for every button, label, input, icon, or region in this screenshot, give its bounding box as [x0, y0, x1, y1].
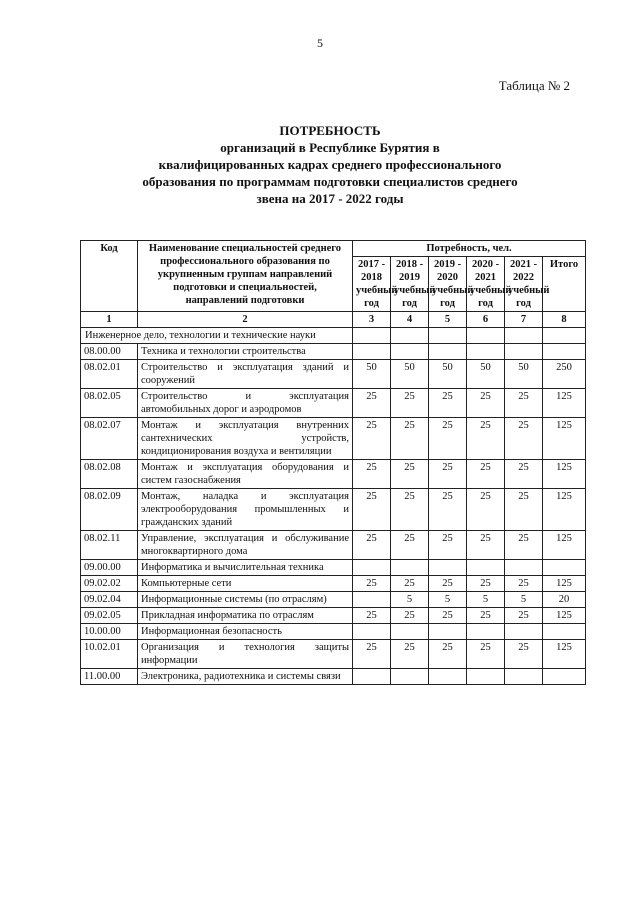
row-name: Управление, эксплуатация и обслуживание многоквартирного дома: [138, 531, 353, 560]
row-value: 25: [353, 640, 391, 669]
row-total: 125: [543, 531, 586, 560]
row-value: 25: [467, 531, 505, 560]
table-row: [81, 489, 586, 531]
row-value: 25: [467, 576, 505, 592]
row-name: Строительство и эксплуатация автомобильных дорог и аэродромов: [138, 389, 353, 418]
table-row: [81, 531, 586, 560]
column-number: 1: [81, 312, 138, 328]
table-cell: [353, 328, 391, 344]
table-row: [81, 592, 586, 608]
row-value: 5: [467, 592, 505, 608]
row-code: 08.00.00: [81, 344, 138, 360]
row-total: [543, 344, 586, 360]
row-value: 25: [429, 418, 467, 460]
row-value: [467, 669, 505, 685]
row-total: 125: [543, 460, 586, 489]
row-value: [505, 669, 543, 685]
row-value: 25: [505, 640, 543, 669]
row-value: 50: [467, 360, 505, 389]
row-value: 25: [467, 608, 505, 624]
row-value: 25: [391, 576, 429, 592]
heading-line: ПОТРЕБНОСТЬ: [279, 123, 381, 138]
row-value: 25: [505, 576, 543, 592]
table-row: [81, 640, 586, 669]
table-row: [81, 418, 586, 460]
row-code: 08.02.11: [81, 531, 138, 560]
row-value: 5: [391, 592, 429, 608]
row-code: 08.02.08: [81, 460, 138, 489]
column-number: 2: [138, 312, 353, 328]
row-value: 25: [353, 389, 391, 418]
row-value: 25: [353, 576, 391, 592]
header-total: Итого: [543, 257, 586, 312]
table-cell: [429, 328, 467, 344]
table-row: [81, 576, 586, 592]
row-value: 25: [467, 489, 505, 531]
row-code: 10.00.00: [81, 624, 138, 640]
table-row: [81, 460, 586, 489]
row-value: 25: [353, 531, 391, 560]
table-row: [81, 360, 586, 389]
row-value: [391, 669, 429, 685]
header-year: 2019 - 2020 учебный год: [429, 257, 467, 312]
row-value: [429, 344, 467, 360]
table-cell: [505, 328, 543, 344]
row-value: 25: [505, 418, 543, 460]
row-code: 09.02.04: [81, 592, 138, 608]
header-year: 2018 - 2019 учебный год: [391, 257, 429, 312]
column-number: 7: [505, 312, 543, 328]
row-value: [467, 344, 505, 360]
row-name: Информационная безопасность: [138, 624, 353, 640]
row-value: 25: [505, 489, 543, 531]
table-row: [81, 344, 586, 360]
row-value: 25: [429, 460, 467, 489]
row-value: [467, 560, 505, 576]
row-value: 25: [353, 418, 391, 460]
row-value: [353, 560, 391, 576]
demand-table: [80, 240, 586, 685]
column-number: 8: [543, 312, 586, 328]
row-value: [467, 624, 505, 640]
heading-line: образования по программам подготовки специалистов среднего: [142, 174, 518, 189]
row-value: [429, 560, 467, 576]
row-name: Монтаж и эксплуатация оборудования и систем газоснабжения: [138, 460, 353, 489]
table-row: [81, 389, 586, 418]
row-value: 25: [467, 640, 505, 669]
row-code: 08.02.07: [81, 418, 138, 460]
row-code: 09.02.05: [81, 608, 138, 624]
table-row: [81, 624, 586, 640]
row-total: 125: [543, 640, 586, 669]
row-name: Монтаж и эксплуатация внутренних сантехнических устройств, кондиционирования воздуха и вентиляции: [138, 418, 353, 460]
row-value: 25: [467, 460, 505, 489]
row-name: Электроника, радиотехника и системы связи: [138, 669, 353, 685]
table-row: [81, 560, 586, 576]
row-name: Техника и технологии строительства: [138, 344, 353, 360]
column-number-row: [81, 312, 586, 328]
heading-line: квалифицированных кадрах среднего профессионального: [158, 157, 502, 172]
row-name: Строительство и эксплуатация зданий и сооружений: [138, 360, 353, 389]
row-value: [429, 624, 467, 640]
page-number: 5: [317, 36, 323, 50]
table-row: [81, 669, 586, 685]
header-need: Потребность, чел.: [353, 241, 586, 257]
row-value: 25: [505, 460, 543, 489]
row-value: 25: [391, 389, 429, 418]
row-value: 25: [391, 418, 429, 460]
row-code: 10.02.01: [81, 640, 138, 669]
row-value: 25: [505, 389, 543, 418]
row-total: [543, 669, 586, 685]
row-value: [391, 560, 429, 576]
header-year: 2020 - 2021 учебный год: [467, 257, 505, 312]
row-code: 08.02.01: [81, 360, 138, 389]
row-value: 50: [353, 360, 391, 389]
row-value: 25: [429, 531, 467, 560]
row-value: [391, 344, 429, 360]
row-name: Организация и технология защиты информации: [138, 640, 353, 669]
row-value: [391, 624, 429, 640]
table-cell: [543, 328, 586, 344]
row-value: 25: [429, 489, 467, 531]
row-total: 125: [543, 389, 586, 418]
row-code: 08.02.09: [81, 489, 138, 531]
section-row: [81, 328, 586, 344]
row-value: [353, 669, 391, 685]
table-label: Таблица № 2: [498, 78, 570, 93]
row-value: 50: [505, 360, 543, 389]
row-total: 125: [543, 489, 586, 531]
row-value: 25: [353, 608, 391, 624]
row-value: 25: [353, 489, 391, 531]
row-value: 50: [391, 360, 429, 389]
row-value: [353, 344, 391, 360]
column-number: 5: [429, 312, 467, 328]
row-total: 125: [543, 608, 586, 624]
table-cell: [467, 328, 505, 344]
row-value: 25: [391, 640, 429, 669]
section-title: Инженерное дело, технологии и технические науки: [81, 328, 353, 344]
row-value: 25: [391, 608, 429, 624]
row-total: 125: [543, 576, 586, 592]
row-value: 5: [505, 592, 543, 608]
column-number: 3: [353, 312, 391, 328]
row-name: Прикладная информатика по отраслям: [138, 608, 353, 624]
column-number: 6: [467, 312, 505, 328]
header-year: 2017 - 2018 учебный год: [353, 257, 391, 312]
row-value: 25: [467, 418, 505, 460]
row-value: [429, 669, 467, 685]
row-value: 25: [429, 389, 467, 418]
row-value: 25: [353, 460, 391, 489]
row-value: 25: [505, 531, 543, 560]
row-value: 25: [505, 608, 543, 624]
row-value: 50: [429, 360, 467, 389]
row-total: 20: [543, 592, 586, 608]
header-name: Наименование специальностей среднего профессионального образования по укрупненным группам направлений подготовки и специальностей, направлений подготовки: [138, 241, 353, 312]
row-value: 25: [429, 576, 467, 592]
row-value: 25: [391, 531, 429, 560]
table-row: [81, 608, 586, 624]
row-value: [505, 560, 543, 576]
row-value: [505, 344, 543, 360]
row-value: 25: [429, 640, 467, 669]
row-code: 08.02.05: [81, 389, 138, 418]
row-value: 25: [391, 460, 429, 489]
row-value: [353, 624, 391, 640]
row-value: [505, 624, 543, 640]
row-total: 250: [543, 360, 586, 389]
row-total: 125: [543, 418, 586, 460]
row-code: 11.00.00: [81, 669, 138, 685]
heading-line: организаций в Республике Бурятия в: [220, 140, 440, 155]
row-name: Информационные системы (по отраслям): [138, 592, 353, 608]
row-code: 09.02.02: [81, 576, 138, 592]
row-value: 5: [429, 592, 467, 608]
header-code: Код: [81, 241, 138, 312]
heading-line: звена на 2017 - 2022 годы: [256, 191, 404, 206]
column-number: 4: [391, 312, 429, 328]
row-name: Монтаж, наладка и эксплуатация электрооборудования промышленных и гражданских зданий: [138, 489, 353, 531]
row-total: [543, 624, 586, 640]
row-value: 25: [429, 608, 467, 624]
document-heading: [90, 122, 570, 207]
row-name: Компьютерные сети: [138, 576, 353, 592]
header-year: 2021 - 2022 учебный год: [505, 257, 543, 312]
row-name: Информатика и вычислительная техника: [138, 560, 353, 576]
row-value: 25: [467, 389, 505, 418]
row-total: [543, 560, 586, 576]
table-cell: [391, 328, 429, 344]
row-value: 25: [391, 489, 429, 531]
row-value: [353, 592, 391, 608]
row-code: 09.00.00: [81, 560, 138, 576]
